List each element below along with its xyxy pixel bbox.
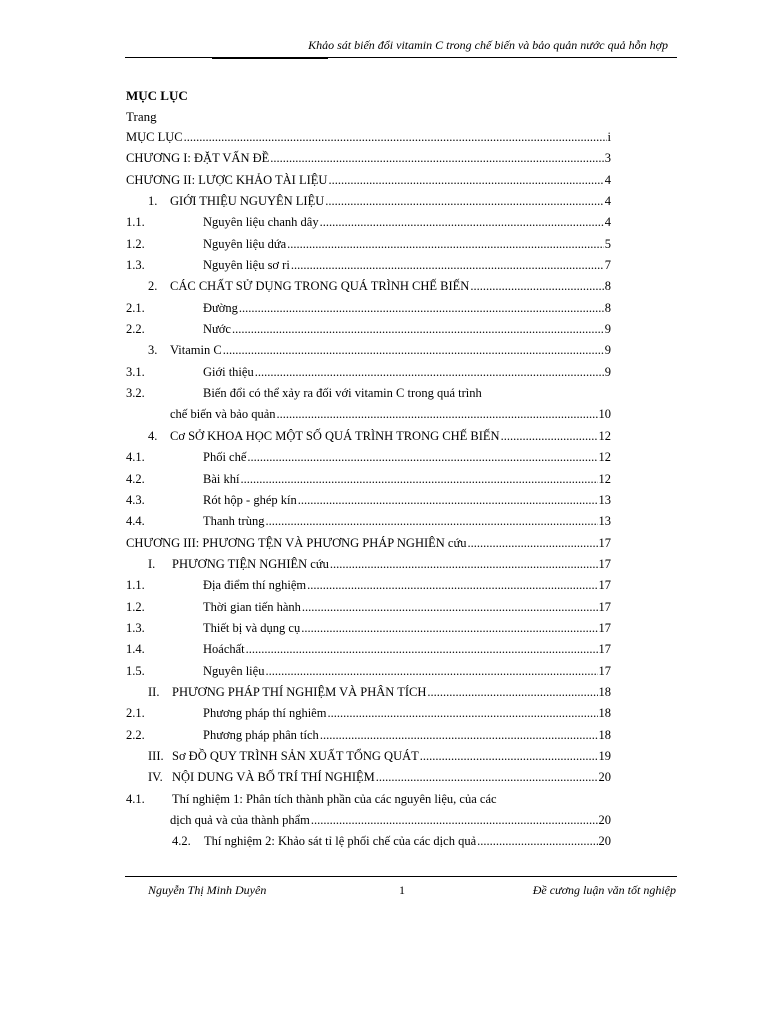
toc-entry[interactable] (0, 405, 768, 426)
toc-entry-page: 13 (598, 492, 611, 507)
toc-entry[interactable] (0, 299, 768, 320)
toc-entry-page: 4 (604, 215, 611, 230)
toc-entry-page: 17 (598, 599, 611, 614)
dot-leader (247, 450, 597, 465)
toc-entry-number: 4.2. (172, 834, 191, 849)
toc-entry-label: chế biến và bảo quản (170, 407, 276, 422)
toc-entry-page: 12 (598, 428, 611, 443)
toc-entry[interactable] (0, 534, 768, 555)
toc-entry[interactable] (0, 363, 768, 384)
dot-leader (311, 813, 598, 828)
toc-entry-page: 17 (598, 620, 611, 635)
toc-entry-number: 4.4. (126, 514, 145, 529)
toc-entry-label: Nguyên liệu dứa (203, 236, 287, 251)
toc-entry[interactable] (0, 811, 768, 832)
toc-entry[interactable] (0, 491, 768, 512)
toc-entry-number: III. (148, 748, 164, 763)
toc-entry[interactable] (0, 747, 768, 768)
toc-entry-page: 9 (604, 364, 611, 379)
toc-entry-label: Bài khí (203, 471, 240, 486)
toc-entry-label: Đường (203, 300, 238, 315)
dot-leader (277, 407, 598, 422)
toc-entry-page: 17 (598, 642, 611, 657)
toc-entry-label: Thanh trùng (203, 514, 265, 529)
dot-leader (330, 557, 598, 572)
toc-entry-label: Nguyên liệu (203, 663, 265, 678)
toc-entry-label: Hoáchất (203, 642, 245, 657)
toc-entry-page: 9 (604, 343, 611, 358)
toc-entry[interactable] (0, 576, 768, 597)
toc-entry[interactable] (0, 320, 768, 341)
dot-leader (298, 493, 598, 508)
dot-leader (420, 749, 598, 764)
toc-entry-number: 3. (148, 343, 158, 358)
toc-heading: MỤC LỤC (126, 88, 188, 103)
toc-entry[interactable] (0, 384, 768, 405)
toc-entry[interactable] (0, 662, 768, 683)
toc-entry-page: 12 (598, 471, 611, 486)
dot-leader (328, 173, 603, 188)
dot-leader (470, 279, 603, 294)
dot-leader (307, 578, 597, 593)
toc-entry[interactable] (0, 128, 768, 149)
dot-leader (255, 365, 604, 380)
toc-entry-number: 3.1. (126, 364, 145, 379)
toc-entry-page: 4 (604, 172, 611, 187)
toc-entry-number: 3.2. (126, 386, 145, 401)
toc-entry-page: 17 (598, 663, 611, 678)
toc-entry-page: 18 (598, 684, 611, 699)
dot-leader (265, 514, 597, 529)
dot-leader (270, 151, 603, 166)
toc-entry-number: 1.5. (126, 663, 145, 678)
toc-entry-label: Nguyên liệu sơ ri (203, 258, 290, 273)
toc-entry[interactable] (0, 512, 768, 533)
toc-entry-label: Thời gian tiến hành (203, 599, 301, 614)
toc-entry-label: Nước (203, 322, 231, 337)
toc-entry-number: 2.2. (126, 322, 145, 337)
toc-entry-number: I. (148, 556, 156, 571)
toc-entry[interactable] (0, 171, 768, 192)
toc-entry-label: CHƯƠNG III: PHƯƠNG TỆN VÀ PHƯƠNG PHÁP NGHIÊN cứu (126, 535, 467, 550)
dot-leader (468, 536, 598, 551)
running-header-title: Khảo sát biến đổi vitamin C trong chế biến và bảo quản nước quả hỗn hợp (308, 38, 668, 52)
toc-entry[interactable] (0, 619, 768, 640)
toc-entry[interactable] (0, 470, 768, 491)
toc-entry-label: Nguyên liệu chanh dây (203, 215, 319, 230)
footer-document-type: Đề cương luận văn tốt nghiệp (532, 883, 676, 897)
toc-entry-number: 2.1. (126, 706, 145, 721)
toc-entry-label: Phối chế (203, 450, 247, 465)
toc-entry[interactable] (0, 427, 768, 448)
toc-entry-label: dịch quả và của thành phẩm (170, 813, 310, 827)
footer-page-number: 1 (399, 883, 405, 897)
table-of-contents (0, 128, 768, 854)
toc-entry-number: 4. (148, 428, 158, 443)
dot-leader (265, 664, 597, 679)
toc-entry-page: 8 (604, 279, 611, 294)
toc-entry-number: 4.1. (126, 450, 145, 465)
toc-entry[interactable] (0, 341, 768, 362)
toc-entry-label: PHƯƠNG TIỆN NGHIÊN cứu (172, 556, 329, 571)
toc-entry-number: II. (148, 684, 160, 699)
toc-entry-label: Vitamin C (170, 343, 222, 358)
toc-entry-label: NỘI DUNG VÀ BỐ TRÍ THÍ NGHIỆM (172, 770, 375, 785)
toc-entry-page: 5 (604, 236, 611, 251)
dot-leader (291, 258, 604, 273)
dot-leader (232, 322, 604, 337)
toc-entry-page: 17 (598, 535, 611, 550)
header-rule-accent (212, 57, 328, 59)
toc-entry-label: Thí nghiệm 2: Khảo sát tỉ lệ phối chế của các dịch quả (204, 834, 477, 849)
toc-entry-label: Phương pháp phân tích (203, 727, 319, 742)
toc-entry[interactable] (0, 448, 768, 469)
dot-leader (239, 301, 604, 316)
toc-entry-page: 20 (598, 813, 611, 827)
toc-entry-number: 1.3. (126, 620, 145, 635)
toc-entry-label: Giới thiệu (203, 364, 254, 379)
header-rule (125, 57, 677, 58)
toc-entry[interactable] (0, 704, 768, 725)
toc-entry[interactable] (0, 640, 768, 661)
toc-entry-number: 2. (148, 279, 158, 294)
toc-entry-label: Thiết bị và dụng cụ (203, 620, 301, 635)
toc-entry-page: i (607, 130, 611, 144)
toc-entry-label: Biến đổi có thể xảy ra đối với vitamin C trong quá trình (203, 386, 482, 401)
dot-leader (301, 621, 597, 636)
toc-entry[interactable] (0, 555, 768, 576)
toc-entry-number: 4.3. (126, 492, 145, 507)
toc-entry-label: MỤC LỤC (126, 130, 183, 144)
dot-leader (287, 237, 604, 252)
toc-entry-page: 20 (598, 834, 611, 849)
toc-entry[interactable] (0, 149, 768, 170)
toc-entry[interactable] (0, 256, 768, 277)
toc-entry-page: 18 (598, 706, 611, 721)
toc-entry-number: 1.4. (126, 642, 145, 657)
dot-leader (427, 685, 597, 700)
toc-entry[interactable] (0, 832, 768, 853)
toc-entry-page: 7 (604, 258, 611, 273)
toc-entry[interactable] (0, 192, 768, 213)
toc-entry-number: 4.1. (126, 791, 145, 806)
toc-entry[interactable] (0, 768, 768, 789)
toc-entry-label: CHƯƠNG II: LƯỢC KHẢO TÀI LIỆU (126, 172, 328, 187)
toc-entry[interactable] (0, 235, 768, 256)
footer-rule (125, 876, 677, 877)
toc-entry[interactable] (0, 790, 768, 811)
toc-entry-number: 1.1. (126, 578, 145, 593)
toc-entry[interactable] (0, 277, 768, 298)
toc-entry-number: 2.1. (126, 300, 145, 315)
toc-entry-page: 8 (604, 300, 611, 315)
dot-leader (223, 343, 604, 358)
toc-entry-number: IV. (148, 770, 163, 785)
toc-entry-label: PHƯƠNG PHÁP THÍ NGHIỆM VÀ PHÂN TÍCH (172, 684, 427, 699)
toc-entry-page: 10 (598, 407, 611, 422)
toc-entry-label: CHƯƠNG I: ĐẶT VẤN ĐỀ (126, 151, 270, 166)
toc-entry-label: CÁC CHẤT SỬ DỤNG TRONG QUÁ TRÌNH CHẾ BIẾN (170, 279, 470, 294)
toc-entry-number: 1.3. (126, 258, 145, 273)
toc-entry-page: 12 (598, 450, 611, 465)
dot-leader (240, 472, 597, 487)
toc-entry-number: 1. (148, 194, 158, 209)
dot-leader (320, 215, 604, 230)
dot-leader (327, 706, 597, 721)
toc-entry-number: 2.2. (126, 727, 145, 742)
toc-entry-label: Phương pháp thí nghiêm (203, 706, 327, 721)
dot-leader (325, 194, 604, 209)
toc-entry-page: 18 (598, 727, 611, 742)
toc-entry[interactable] (0, 683, 768, 704)
toc-entry-page: 17 (598, 556, 611, 571)
toc-entry-label: Địa điểm thí nghiệm (203, 578, 307, 593)
dot-leader (376, 770, 598, 785)
toc-entry-page: 3 (604, 151, 611, 166)
toc-entry[interactable] (0, 598, 768, 619)
dot-leader (184, 130, 607, 145)
toc-entry-number: 4.2. (126, 471, 145, 486)
dot-leader (302, 600, 598, 615)
toc-entry-number: 1.2. (126, 599, 145, 614)
toc-entry-label: Rót hộp - ghép kín (203, 492, 297, 507)
toc-entry-label: GIỚI THIỆU NGUYÊN LIỆU (170, 194, 325, 209)
toc-entry-label: Thí nghiệm 1: Phân tích thành phần của các nguyên liệu, của các (172, 791, 497, 806)
page-column-label: Trang (126, 109, 157, 124)
toc-entry-page: 13 (598, 514, 611, 529)
dot-leader (477, 834, 597, 849)
toc-entry-label: Cơ SỞ KHOA HỌC MỘT SỐ QUÁ TRÌNH TRONG CHẾ BIẾN (170, 428, 500, 443)
toc-entry-page: 20 (598, 770, 611, 785)
dot-leader (501, 429, 598, 444)
toc-entry-number: 1.2. (126, 236, 145, 251)
toc-entry-number: 1.1. (126, 215, 145, 230)
dot-leader (320, 728, 598, 743)
toc-entry-page: 4 (604, 194, 611, 209)
toc-entry-label: Sơ ĐỒ QUY TRÌNH SẢN XUẤT TỔNG QUÁT (172, 748, 419, 763)
footer-author: Nguyễn Thị Minh Duyên (148, 883, 267, 897)
toc-entry-page: 17 (598, 578, 611, 593)
toc-entry[interactable] (0, 726, 768, 747)
toc-entry-page: 19 (598, 748, 611, 763)
toc-entry-page: 9 (604, 322, 611, 337)
dot-leader (246, 642, 598, 657)
toc-entry[interactable] (0, 213, 768, 234)
